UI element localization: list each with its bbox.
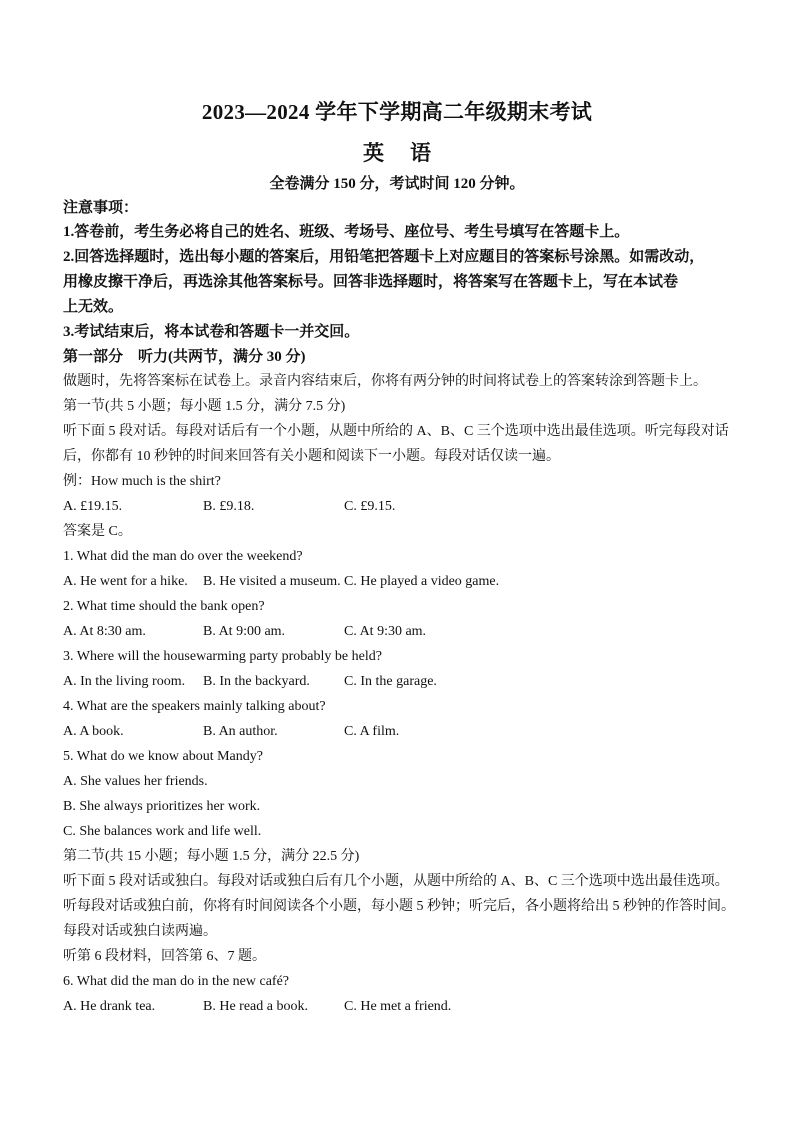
section2-intro-line-2: 听每段对话或独白前，你将有时间阅读各个小题，每小题 5 秒钟；听完后，各小题将给出 5 秒钟的作答时间。	[63, 899, 735, 914]
q4-option-c: C. A film.	[344, 724, 400, 739]
q1-option-b: B. He visited a museum.	[203, 574, 341, 589]
section2-intro-line-1: 听下面 5 段对话或独白。每段对话或独白后有几个小题，从题中所给的 A、B、C 三个选项中选出最佳选项。	[63, 874, 729, 889]
q1-option-a: A. He went for a hike.	[63, 574, 188, 589]
q5-option-c: C. She balances work and life well.	[63, 824, 262, 839]
question-3: 3. Where will the housewarming party probably be held?	[63, 649, 382, 664]
note-1: 1.答卷前，考生务必将自己的姓名、班级、考场号、座位号、考生号填写在答题卡上。	[63, 224, 630, 240]
q3-option-c: C. In the garage.	[344, 674, 437, 689]
q5-option-b: B. She always prioritizes her work.	[63, 799, 261, 814]
question-5: 5. What do we know about Mandy?	[63, 749, 263, 764]
score-line: 全卷满分 150 分，考试时间 120 分钟。	[269, 176, 525, 192]
note-2-line-3: 上无效。	[63, 299, 124, 315]
question-4: 4. What are the speakers mainly talking about?	[63, 699, 326, 714]
q6-option-c: C. He met a friend.	[344, 999, 452, 1014]
section1-intro-line-1: 听下面 5 段对话。每段对话后有一个小题，从题中所给的 A、B、C 三个选项中选出最佳选项。听完每段对话	[63, 424, 729, 439]
section1-heading: 第一节(共 5 小题；每小题 1.5 分，满分 7.5 分)	[63, 399, 346, 414]
q3-option-b: B. In the backyard.	[203, 674, 310, 689]
page-title: 2023—2024 学年下学期高二年级期末考试	[201, 100, 593, 124]
section2-intro-line-3: 每段对话或独白读两遍。	[63, 924, 217, 939]
question-1: 1. What did the man do over the weekend?	[63, 549, 303, 564]
question-6: 6. What did the man do in the new café?	[63, 974, 289, 989]
q2-option-b: B. At 9:00 am.	[203, 624, 286, 639]
q6-option-b: B. He read a book.	[203, 999, 308, 1014]
question-2: 2. What time should the bank open?	[63, 599, 265, 614]
q4-option-a: A. A book.	[63, 724, 124, 739]
note-2-line-1: 2.回答选择题时，选出每小题的答案后，用铅笔把答题卡上对应题目的答案标号涂黑。如需改动，	[63, 249, 705, 265]
subject-title: 英语	[363, 141, 457, 165]
example-question: 例：How much is the shirt?	[63, 474, 221, 489]
part1-intro: 做题时，先将答案标在试卷上。录音内容结束后，你将有两分钟的时间将试卷上的答案转涂到答题卡上。	[63, 374, 707, 389]
note-3: 3.考试结束后，将本试卷和答题卡一并交回。	[63, 324, 360, 340]
note-2-line-2: 用橡皮擦干净后，再选涂其他答案标号。回答非选择题时，将答案写在答题卡上，写在本试卷	[63, 274, 679, 290]
part1-heading: 第一部分 听力(共两节，满分 30 分)	[63, 349, 306, 365]
material-6-instruction: 听第 6 段材料，回答第 6、7 题。	[63, 949, 266, 964]
example-option-b: B. £9.18.	[203, 499, 255, 514]
q5-option-a: A. She values her friends.	[63, 774, 208, 789]
q2-option-c: C. At 9:30 am.	[344, 624, 427, 639]
q3-option-a: A. In the living room.	[63, 674, 186, 689]
notes-heading: 注意事项：	[63, 200, 139, 216]
section2-heading: 第二节(共 15 小题；每小题 1.5 分，满分 22.5 分)	[63, 849, 360, 864]
example-answer: 答案是 C。	[63, 524, 132, 539]
q4-option-b: B. An author.	[203, 724, 278, 739]
q2-option-a: A. At 8:30 am.	[63, 624, 146, 639]
section1-intro-line-2: 后，你都有 10 秒钟的时间来回答有关小题和阅读下一小题。每段对话仅读一遍。	[63, 449, 560, 464]
q6-option-a: A. He drank tea.	[63, 999, 156, 1014]
example-option-c: C. £9.15.	[344, 499, 396, 514]
q1-option-c: C. He played a video game.	[344, 574, 500, 589]
example-option-a: A. £19.15.	[63, 499, 123, 514]
